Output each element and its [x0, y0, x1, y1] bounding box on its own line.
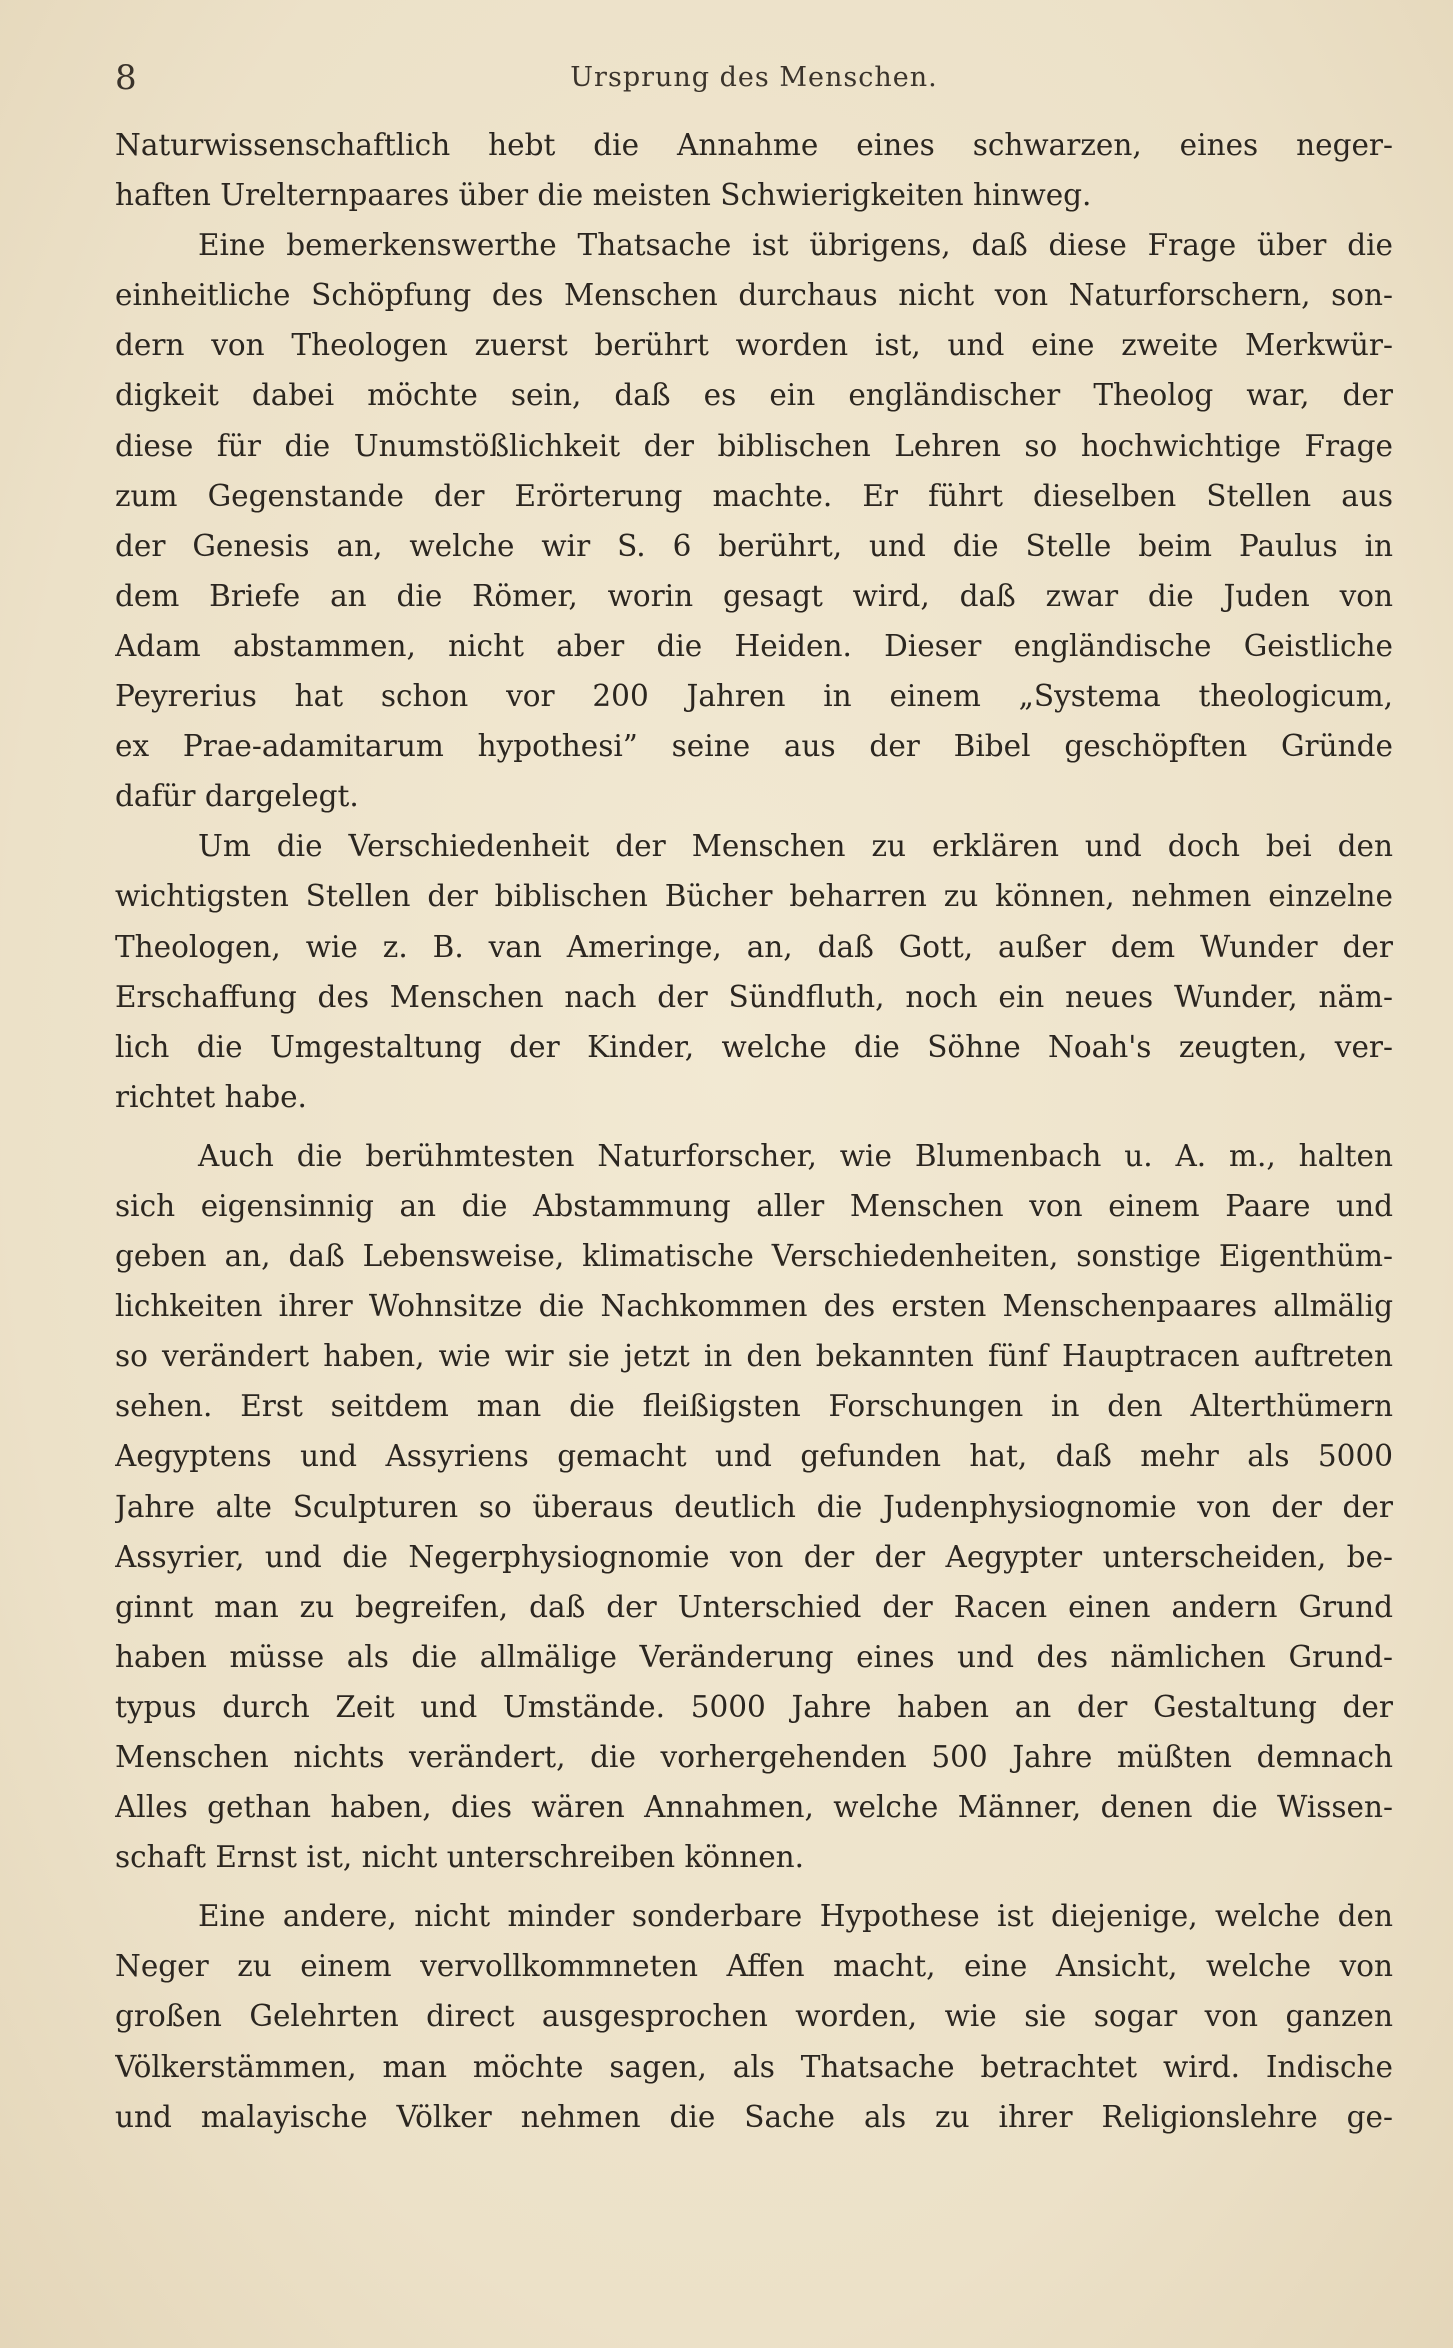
- text-line: Naturwissenschaftlich hebt die Annahme eines schwarzen, eines neger-: [115, 128, 1393, 162]
- text-line: richtet habe.: [115, 1079, 307, 1114]
- text-line: lichkeiten ihrer Wohnsitze die Nachkommen des ersten Menschenpaares allmälig: [115, 1289, 1393, 1324]
- text-line: Peyrerius hat schon vor 200 Jahren in einem „Systema theologicum,: [115, 679, 1393, 714]
- text-line: haften Urelternpaares über die meisten Schwierigkeiten hinweg.: [115, 178, 1092, 213]
- text-line: der Genesis an, welche wir S. 6 berührt, und die Stelle beim Paulus in: [115, 528, 1393, 563]
- text-line: und malayische Völker nehmen die Sache als zu ihrer Religionslehre ge-: [115, 2099, 1393, 2134]
- text-line: dem Briefe an die Römer, worin gesagt wird, daß zwar die Juden von: [115, 578, 1393, 613]
- text-line: dern von Theologen zuerst berührt worden ist, und eine zweite Merkwür-: [115, 328, 1393, 363]
- text-line: Menschen nichts verändert, die vorhergehenden 500 Jahre müßten demnach: [115, 1740, 1393, 1774]
- text-line: lich die Umgestaltung der Kinder, welche die Söhne Noah's zeugten, ver-: [115, 1029, 1393, 1064]
- text-line: einheitliche Schöpfung des Menschen durchaus nicht von Naturforschern, son-: [115, 278, 1393, 313]
- text-line: Erschaffung des Menschen nach der Sündfluth, noch ein neues Wunder, näm-: [115, 979, 1393, 1014]
- text-line: haben müsse als die allmälige Veränderung eines und des nämlichen Grund-: [115, 1639, 1393, 1674]
- text-line: schaft Ernst ist, nicht unterschreiben können.: [115, 1840, 805, 1875]
- text-line: Auch die berühmtesten Naturforscher, wie Blumenbach u. A. m., halten: [198, 1138, 1393, 1173]
- text-line: Völkerstämmen, man möchte sagen, als Thatsache betrachtet wird. Indische: [115, 2049, 1393, 2084]
- text-line: ex Prae-adamitarum hypothesi” seine aus der Bibel geschöpften Gründe: [115, 729, 1393, 764]
- text-line: ginnt man zu begreifen, daß der Unterschied der Racen einen andern Grund: [115, 1589, 1393, 1624]
- page-body: [115, 120, 1393, 2142]
- text-line: dafür dargelegt.: [115, 779, 359, 814]
- text-line: geben an, daß Lebensweise, klimatische Verschiedenheiten, sonstige Eigenthüm-: [115, 1239, 1393, 1274]
- page-header: [115, 58, 1393, 108]
- text-line: Assyrier, und die Negerphysiognomie von der der Aegypter unterscheiden, be-: [115, 1539, 1393, 1574]
- text-line: zum Gegenstande der Erörterung machte. Er führt dieselben Stellen aus: [115, 478, 1393, 513]
- text-line: so verändert haben, wie wir sie jetzt in den bekannten fünf Hauptracen auftreten: [115, 1339, 1393, 1374]
- text-line: Eine bemerkenswerthe Thatsache ist übrigens, daß diese Frage über die: [198, 228, 1393, 263]
- running-head: Ursprung des Menschen.: [570, 62, 938, 93]
- text-line: typus durch Zeit und Umstände. 5000 Jahre haben an der Gestaltung der: [115, 1689, 1393, 1724]
- text-line: Um die Verschiedenheit der Menschen zu erklären und doch bei den: [198, 829, 1393, 864]
- text-line: Jahre alte Sculpturen so überaus deutlich die Judenphysiognomie von der der: [115, 1489, 1393, 1524]
- text-line: Alles gethan haben, dies wären Annahmen, welche Männer, denen die Wissen-: [115, 1790, 1393, 1825]
- text-line: digkeit dabei möchte sein, daß es ein engländischer Theolog war, der: [115, 378, 1393, 413]
- text-line: sich eigensinnig an die Abstammung aller Menschen von einem Paare und: [115, 1188, 1393, 1223]
- page-number: 8: [115, 58, 137, 98]
- text-line: Eine andere, nicht minder sonderbare Hypothese ist diejenige, welche den: [198, 1899, 1393, 1934]
- text-line: Aegyptens und Assyriens gemacht und gefunden hat, daß mehr als 5000: [115, 1439, 1393, 1474]
- text-line: Adam abstammen, nicht aber die Heiden. Dieser engländische Geistliche: [115, 628, 1393, 663]
- text-line: großen Gelehrten direct ausgesprochen worden, wie sie sogar von ganzen: [115, 1999, 1393, 2034]
- text-line: wichtigsten Stellen der biblischen Bücher beharren zu können, nehmen einzelne: [115, 879, 1393, 914]
- text-line: Theologen, wie z. B. van Ameringe, an, daß Gott, außer dem Wunder der: [115, 929, 1393, 964]
- text-line: diese für die Unumstößlichkeit der biblischen Lehren so hochwichtige Frage: [115, 428, 1393, 463]
- text-line: sehen. Erst seitdem man die fleißigsten Forschungen in den Alterthümern: [115, 1389, 1393, 1424]
- text-line: Neger zu einem vervollkommneten Affen macht, eine Ansicht, welche von: [115, 1949, 1393, 1984]
